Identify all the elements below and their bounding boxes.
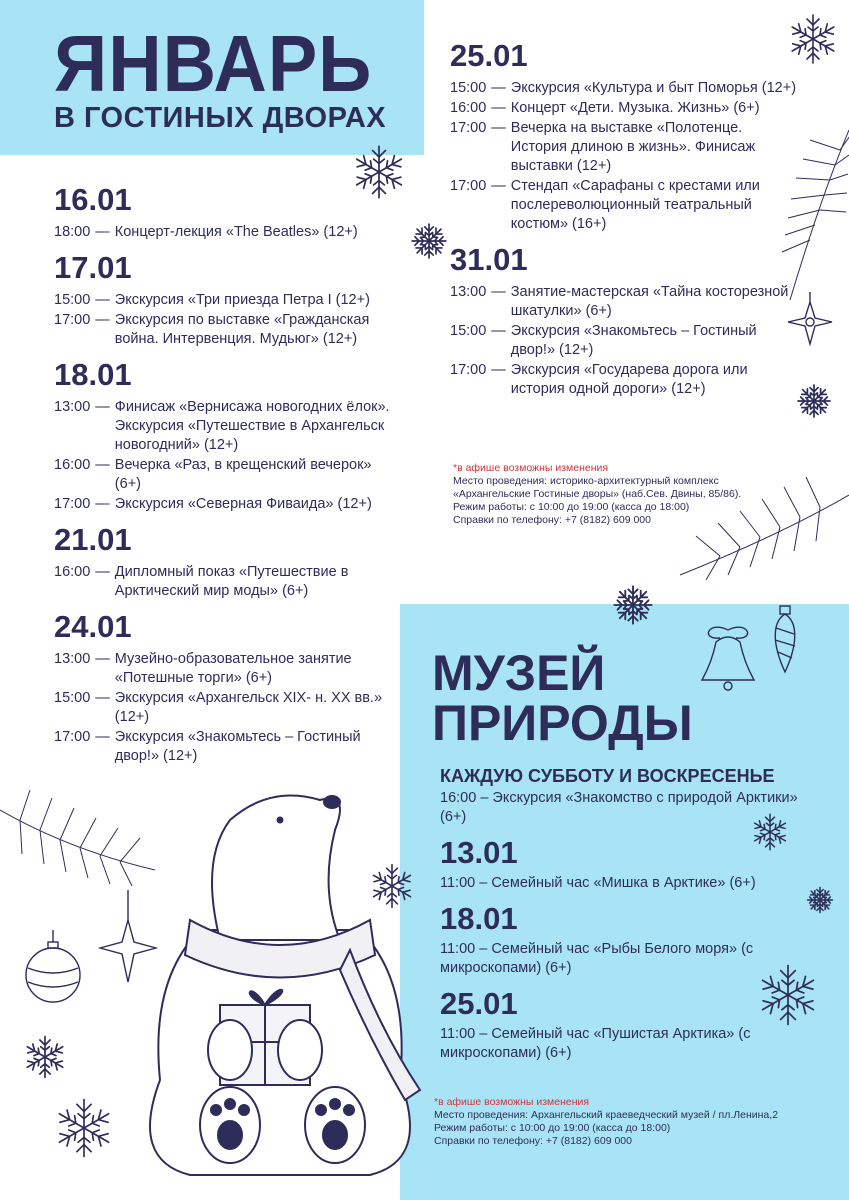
event-row — [54, 223, 399, 242]
day-block — [54, 357, 399, 514]
event-time: 16:00 — [54, 457, 91, 473]
event-title: Занятие-мастерская «Тайна косторезной шкатулки» (6+) — [510, 284, 789, 319]
day-block — [54, 250, 399, 349]
note-line: Место проведения: историко-архитектурный комплекс — [453, 475, 719, 487]
event-dash: — — [95, 224, 110, 240]
event-title: Экскурсия «Архангельск XIX- н. XX вв.» (12+) — [114, 690, 383, 725]
weekend-event: 16:00 – Экскурсия «Знакомство с природой Арктики» (6+) — [440, 790, 798, 825]
event-title: Экскурсия «Три приезда Петра I (12+) — [114, 292, 370, 308]
museum-title-line: МУЗЕЙ — [432, 645, 606, 701]
event-time: 17:00 — [54, 729, 91, 745]
snowflake-icon — [612, 584, 654, 626]
event-time: 16:00 — [54, 564, 91, 580]
event-row — [54, 398, 399, 455]
event-row — [54, 689, 399, 727]
museum-event: 11:00 – Семейный час «Пушистая Арктика» (с микроскопами) (6+) — [440, 1026, 751, 1061]
day-block — [450, 242, 800, 399]
event-dash: — — [491, 284, 506, 300]
bell-ornament-icon — [694, 622, 762, 692]
page-subtitle: В ГОСТИНЫХ ДВОРАХ — [54, 102, 387, 134]
event-time: 17:00 — [450, 362, 487, 378]
snowflake-icon — [410, 222, 448, 260]
event-date: 17.01 — [54, 250, 132, 285]
event-title: Концерт «Дети. Музыка. Жизнь» (6+) — [510, 100, 760, 116]
event-dash: — — [491, 362, 506, 378]
note-line: Место проведения: Архангельский краеведческий музей / пл.Ленина,2 — [434, 1109, 779, 1121]
museum-title-line: ПРИРОДЫ — [432, 695, 693, 751]
note-line: «Архангельские Гостиные дворы» (наб.Сев. Двины, 85/86). — [453, 488, 742, 500]
event-title: Концерт-лекция «The Beatles» (12+) — [114, 224, 358, 240]
page-title: ЯНВАРЬ — [54, 18, 373, 109]
changes-warning: *в афише возможны изменения — [453, 462, 609, 474]
snowflake-icon — [755, 962, 821, 1028]
note-line: Справки по телефону: +7 (8182) 609 000 — [434, 1135, 632, 1147]
museum-date: 18.01 — [440, 901, 518, 936]
event-title: Вечерка «Раз, в крещенский вечерок» (6+) — [114, 457, 372, 492]
snowflake-icon — [796, 383, 832, 419]
event-dash: — — [491, 100, 506, 116]
event-date: 31.01 — [450, 242, 528, 277]
event-row — [450, 322, 800, 360]
snowflake-icon — [350, 143, 408, 201]
museum-event: 11:00 – Семейный час «Мишка в Арктике» (6+) — [440, 875, 756, 891]
event-dash: — — [95, 651, 110, 667]
event-row — [54, 495, 399, 514]
note-line: Режим работы: с 10:00 до 19:00 (касса до 18:00) — [453, 501, 690, 513]
day-block — [54, 182, 399, 242]
event-time: 15:00 — [54, 690, 91, 706]
event-row — [54, 728, 399, 766]
event-row — [450, 177, 800, 234]
day-block — [54, 609, 399, 766]
event-row — [54, 291, 399, 310]
snowflake-icon — [750, 812, 790, 852]
museum-date: 13.01 — [440, 835, 518, 870]
event-title: Экскурсия «Знакомьтесь – Гостиный двор!» (12+) — [114, 729, 361, 764]
event-row — [54, 563, 399, 601]
event-time: 13:00 — [54, 399, 91, 415]
event-title: Экскурсия «Северная Фиваида» (12+) — [114, 496, 372, 512]
event-dash: — — [491, 80, 506, 96]
bauble-icon — [24, 930, 82, 1006]
left-schedule — [54, 182, 399, 774]
event-date: 16.01 — [54, 182, 132, 217]
snowflake-icon — [52, 1096, 116, 1160]
museum-event: 11:00 – Семейный час «Рыбы Белого моря» (с микроскопами) (6+) — [440, 941, 754, 976]
event-time: 17:00 — [54, 496, 91, 512]
event-date: 21.01 — [54, 522, 132, 557]
every-weekend-heading: КАЖДУЮ СУББОТУ И ВОСКРЕСЕНЬЕ — [440, 766, 775, 786]
event-time: 18:00 — [54, 224, 91, 240]
right-schedule — [450, 38, 800, 407]
event-row — [54, 456, 399, 494]
star-ornament-icon — [784, 292, 836, 352]
event-time: 17:00 — [54, 312, 91, 328]
event-row — [450, 283, 800, 321]
event-date: 25.01 — [450, 38, 528, 73]
day-block — [54, 522, 399, 601]
fir-branch-icon — [780, 110, 849, 310]
event-time: 15:00 — [450, 80, 487, 96]
event-time: 16:00 — [450, 100, 487, 116]
event-title: Вечерка на выставке «Полотенце. История длиною в жизнь». Финисаж выставки (12+) — [510, 120, 756, 174]
event-time: 17:00 — [450, 178, 487, 194]
event-dash: — — [95, 690, 110, 706]
event-row — [450, 361, 800, 399]
event-date: 24.01 — [54, 609, 132, 644]
event-title: Экскурсия по выставке «Гражданская война. Интервенция. Мудьюг» (12+) — [114, 312, 370, 347]
event-title: Экскурсия «Культура и быт Поморья (12+) — [510, 80, 797, 96]
event-title: Стендап «Сарафаны с крестами или послереволюционный театральный костюм» (16+) — [510, 178, 760, 232]
event-dash: — — [95, 457, 110, 473]
museum-title — [432, 645, 693, 751]
note-line: Режим работы: с 10:00 до 19:00 (касса до 18:00) — [434, 1122, 671, 1134]
event-dash: — — [491, 120, 506, 136]
event-dash: — — [491, 323, 506, 339]
event-time: 17:00 — [450, 120, 487, 136]
event-title: Финисаж «Вернисажа новогодних ёлок». Экскурсия «Путешествие в Архангельск новогодний» (12+) — [114, 399, 390, 453]
event-row — [450, 119, 800, 176]
event-row — [450, 79, 800, 98]
event-time: 15:00 — [450, 323, 487, 339]
event-dash: — — [95, 564, 110, 580]
event-dash: — — [95, 729, 110, 745]
bauble-icon — [770, 600, 800, 676]
event-title: Экскурсия «Государева дорога или история одной дороги» (12+) — [510, 362, 748, 397]
event-dash: — — [95, 496, 110, 512]
event-time: 15:00 — [54, 292, 91, 308]
event-dash: — — [95, 399, 110, 415]
event-row — [450, 99, 800, 118]
note-line: Справки по телефону: +7 (8182) 609 000 — [453, 514, 651, 526]
snowflake-icon — [806, 886, 834, 914]
event-time: 13:00 — [450, 284, 487, 300]
event-dash: — — [491, 178, 506, 194]
event-row — [54, 650, 399, 688]
polar-bear-illustration — [120, 780, 440, 1190]
venue-note-bottom — [434, 1096, 834, 1148]
event-dash: — — [95, 292, 110, 308]
event-title: Дипломный показ «Путешествие в Арктический мир моды» (6+) — [114, 564, 349, 599]
snowflake-icon — [22, 1034, 68, 1080]
event-dash: — — [95, 312, 110, 328]
changes-warning: *в афише возможны изменения — [434, 1096, 590, 1108]
event-title: Экскурсия «Знакомьтесь – Гостиный двор!» (12+) — [510, 323, 757, 358]
event-title: Музейно-образовательное занятие «Потешные торги» (6+) — [114, 651, 352, 686]
event-time: 13:00 — [54, 651, 91, 667]
museum-date: 25.01 — [440, 986, 518, 1021]
event-row — [54, 311, 399, 349]
event-date: 18.01 — [54, 357, 132, 392]
fir-branch-icon — [670, 455, 849, 605]
snowflake-icon — [786, 12, 840, 66]
day-block — [450, 38, 800, 234]
